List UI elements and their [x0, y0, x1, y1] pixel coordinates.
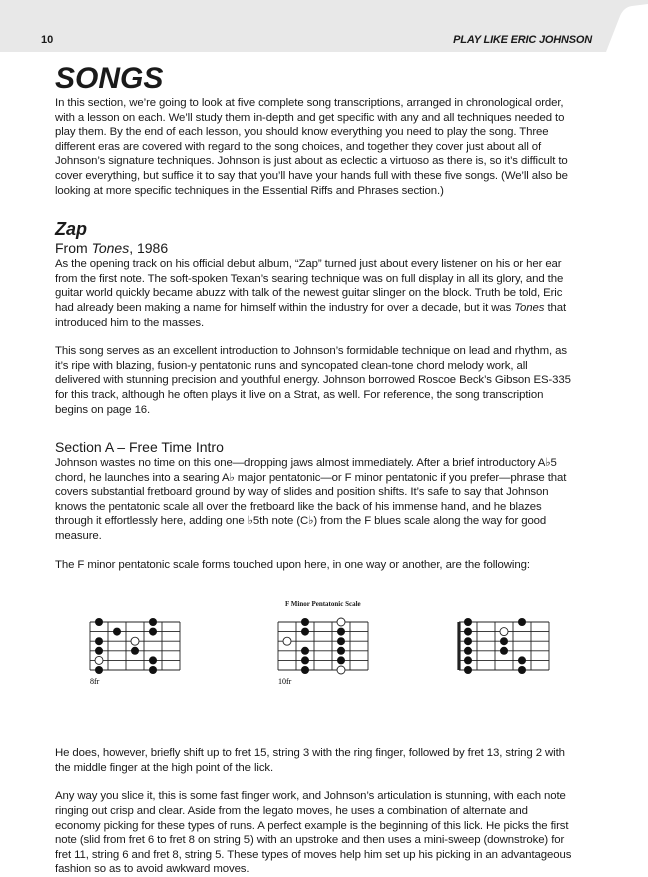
section-a-paragraph-3: He does, however, briefly shift up to fret 15, string 3 with the ring finger, followed by fret 13, string 2 with the middle finger at the high point of the lick. [55, 747, 565, 774]
section-a-paragraph-4: Any way you slice it, this is some fast finger work, and Johnson’s articulation is stunning, with each note ringing out crisp and clear. Aside from the legato moves, he uses a combination of alternate and economy picking for these types of runs. A perfect example is the beginning of this lick. He picks the first note (slid from fret 6 to fret 8 on string 5) with an upstroke and then uses a mini-sweep (downstroke) for fret 11, string 6 and fret 8, string 5. These types of moves help him set up his picking in an advantageous fashion so as to avoid awkward moves. [55, 790, 572, 876]
song-source [55, 240, 575, 257]
scale-note-dot [95, 637, 103, 645]
song-year: , 1986 [129, 240, 169, 257]
scale-note-dot [113, 628, 121, 636]
intro-paragraph: In this section, we’re going to look at five complete song transcriptions, arranged in chronological order, with a lesson on each. We’ll study them in-depth and get specific with any and all techniques needed to play them. By the end of each lesson, you should know everything you need to play the song. Three different eras are covered with regard to the song choices, and together they cover just about all of Johnson’s signature techniques. Johnson is just about as eclectic a virtuoso as there is, so it’s difficult to cover everything, but suffice it to say that you’ll have your hands full with these five songs. (We’ll also be looking at more specific techniques in the Essential Riffs and Phrases section.) [55, 97, 568, 197]
section-a-heading: Section A – Free Time Intro [55, 439, 224, 456]
scale-note-dot [464, 647, 472, 655]
diagram-caption: F Minor Pentatonic Scale [285, 600, 361, 609]
scale-note-dot [464, 618, 472, 626]
scale-note-dot [149, 618, 157, 626]
section-title: SONGS [55, 62, 164, 95]
root-note-dot [337, 666, 345, 674]
song-paragraph-1-b: that introduced him to the masses. [55, 301, 567, 329]
fret-position-label: 10fr [278, 677, 292, 687]
scale-note-dot [518, 666, 526, 674]
scale-note-dot [149, 628, 157, 636]
song-album: Tones [91, 240, 130, 257]
fretboard-diagram-2 [276, 618, 376, 718]
scale-note-dot [337, 637, 345, 645]
section-a-paragraph-2: The F minor pentatonic scale forms touched upon here, in one way or another, are the following: [55, 558, 530, 571]
page-content [55, 62, 575, 877]
fretboard-diagram-3 [457, 618, 557, 718]
scale-note-dot [464, 666, 472, 674]
root-note-dot [283, 637, 291, 645]
song-source-prefix: From [55, 240, 92, 257]
scale-note-dot [500, 637, 508, 645]
scale-note-dot [518, 657, 526, 665]
scale-diagrams [55, 590, 575, 746]
song-paragraph-1-a: As the opening track on his official debut album, “Zap” turned just about every listener on his or her ear from the first note. The soft-spoken Texan’s searing technique was on full display in all its glory, and the guitar world quickly became abuzz with talk of the newest guitar slinger on the block. Truth be told, Eric had already been making a name for himself within the industry for over a decade, but it was [55, 258, 564, 314]
fretboard-diagram-1 [88, 618, 188, 718]
page-number: 10 [41, 34, 54, 46]
root-note-dot [131, 637, 139, 645]
section-a-paragraph-1: Johnson wastes no time on this one—dropping jaws almost immediately. After a brief introductory A♭5 chord, he launches into a searing A♭ major pentatonic—or F minor pentatonic if you prefer—phrase that covers substantial fretboard ground by way of slides and position shifts. It’s safe to say that Johnson knows the pentatonic scale all over the fretboard like the back of his immense hand, and he blazes through it effortlessly here, adding one ♭5th note (C♭) from the F blues scale along the way for good measure. [55, 457, 567, 543]
song-paragraph-2: This song serves as an excellent introduction to Johnson’s formidable technique on lead and rhythm, as it’s ripe with blazing, fusion-y pentatonic runs and syncopated clean-tone chord melody work, all delivered with stunning precision and youthful energy. Johnson borrowed Roscoe Beck’s Gibson ES-335 for this track, although he often plays it live on a Strat, as well. For reference, the song transcription begins on page 16. [55, 345, 571, 416]
scale-note-dot [301, 618, 309, 626]
scale-note-dot [337, 657, 345, 665]
scale-note-dot [301, 666, 309, 674]
scale-note-dot [95, 618, 103, 626]
song-paragraph-1 [55, 257, 575, 330]
scale-note-dot [131, 647, 139, 655]
scale-note-dot [337, 647, 345, 655]
scale-note-dot [500, 647, 508, 655]
scale-note-dot [149, 666, 157, 674]
song-title: Zap [55, 219, 88, 240]
scale-note-dot [464, 657, 472, 665]
scale-note-dot [301, 647, 309, 655]
scale-note-dot [464, 628, 472, 636]
scale-note-dot [95, 666, 103, 674]
scale-note-dot [95, 647, 103, 655]
scale-note-dot [301, 657, 309, 665]
song-paragraph-1-italic: Tones [514, 301, 545, 314]
scale-note-dot [337, 628, 345, 636]
root-note-dot [95, 657, 103, 665]
root-note-dot [500, 628, 508, 636]
scale-note-dot [149, 657, 157, 665]
fret-position-label: 8fr [90, 677, 100, 687]
root-note-dot [337, 618, 345, 626]
scale-note-dot [464, 637, 472, 645]
scale-note-dot [301, 628, 309, 636]
scale-note-dot [518, 618, 526, 626]
running-title: PLAY LIKE ERIC JOHNSON [453, 34, 592, 46]
